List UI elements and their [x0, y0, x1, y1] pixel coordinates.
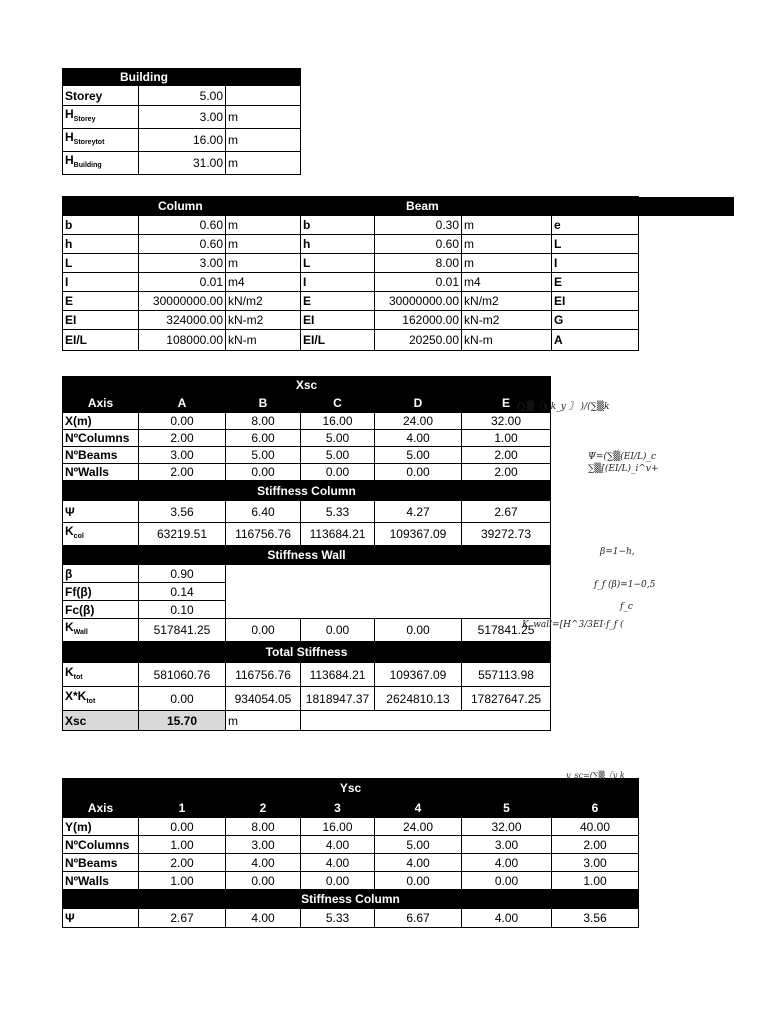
total-stiffness-title: Total Stiffness: [63, 642, 551, 663]
columns-label: NºColumns: [63, 430, 139, 447]
table-cell: 0.00: [301, 619, 375, 642]
psi-formula-line1: Ψ=(∑▒(EI/L)_c: [588, 452, 656, 462]
wall-param-label: e: [552, 216, 639, 235]
fc-value: 0.10: [139, 601, 226, 619]
table-cell: 2.00: [462, 464, 551, 481]
beam-title: Beam: [301, 197, 639, 216]
table-cell: 0.00: [301, 464, 375, 481]
axis-4: 4: [375, 798, 462, 818]
table-cell: 24.00: [375, 413, 462, 430]
h-storey-unit: m: [226, 106, 301, 129]
ysc-formula: y_sc=(∑▒〖y k: [566, 771, 625, 780]
xk-label: $X*K_{tot}$: [63, 687, 139, 711]
ff-value: 0.14: [139, 583, 226, 601]
beta-value: 0.90: [139, 565, 226, 583]
table-cell: 0.00: [226, 464, 301, 481]
table-cell: 2.00: [462, 447, 551, 464]
table-cell: 5.33: [301, 501, 375, 523]
axis-b: B: [226, 394, 301, 413]
table-cell: 5.00: [301, 430, 375, 447]
table-row: [63, 836, 639, 854]
wall-param-label: L: [552, 235, 639, 254]
column-param-label: E: [63, 292, 139, 311]
column-param-unit: kN-m2: [226, 311, 301, 330]
table-cell: 32.00: [462, 818, 552, 836]
storey-unit: [226, 86, 301, 106]
xsc-result-value: 15.70: [139, 711, 226, 731]
table-cell: 3.56: [139, 501, 226, 523]
result-row: [63, 711, 551, 731]
wall-param-label: EI: [552, 292, 639, 311]
table-cell: 3.00: [226, 836, 301, 854]
column-param-unit: m: [226, 235, 301, 254]
h-building-unit: m: [226, 152, 301, 175]
table-row: [63, 619, 551, 642]
table-cell: 5.00: [226, 447, 301, 464]
table-row: [63, 872, 639, 890]
table-cell: 116756.76: [226, 523, 301, 546]
column-param-value: 324000.00: [139, 311, 226, 330]
column-param-unit: m4: [226, 273, 301, 292]
table-cell: 113684.21: [301, 663, 375, 687]
wall-param-label: E: [552, 273, 639, 292]
column-param-value: 0.60: [139, 216, 226, 235]
kwall-label: $K_{Wall}$: [63, 619, 139, 642]
table-cell: 109367.09: [375, 663, 462, 687]
table-cell: 8.00: [226, 818, 301, 836]
table-cell: 1.00: [139, 836, 226, 854]
table-cell: 581060.76: [139, 663, 226, 687]
table-cell: 517841.25: [139, 619, 226, 642]
stiffness-column-title: Stiffness Column: [63, 890, 639, 909]
axis-header: Axis: [63, 798, 139, 818]
table-row: [63, 330, 639, 351]
ff-formula: f_f (β)=1−0,5: [594, 580, 656, 590]
table-row: [63, 311, 639, 330]
table-row: [63, 413, 551, 430]
xsc-title: Xsc: [63, 377, 551, 394]
ysc-title: Ysc: [63, 779, 639, 798]
beam-param-value: 0.01: [375, 273, 462, 292]
table-cell: 557113.98: [462, 663, 551, 687]
h-storey-value: 3.00: [139, 106, 226, 129]
table-cell: 2.00: [139, 854, 226, 872]
table-cell: 517841.25: [462, 619, 551, 642]
axis-1: 1: [139, 798, 226, 818]
column-param-value: 0.01: [139, 273, 226, 292]
table-row: [63, 818, 639, 836]
table-cell: 3.00: [139, 447, 226, 464]
beam-param-label: EI: [301, 311, 375, 330]
table-cell: 113684.21: [301, 523, 375, 546]
beam-param-label: h: [301, 235, 375, 254]
column-param-label: I: [63, 273, 139, 292]
table-cell: 4.00: [226, 854, 301, 872]
table-cell: 1.00: [462, 430, 551, 447]
wall-param-label: A: [552, 330, 639, 351]
table-cell: 2.00: [139, 430, 226, 447]
storey-label: Storey: [63, 86, 139, 106]
table-row: [63, 523, 551, 546]
stiffness-wall-title: Stiffness Wall: [63, 546, 551, 565]
beam-param-unit: m4: [462, 273, 552, 292]
ysc-table: [62, 778, 639, 928]
table-cell: 0.00: [139, 818, 226, 836]
table-cell: 32.00: [462, 413, 551, 430]
beams-label: NºBeams: [63, 854, 139, 872]
beam-param-label: E: [301, 292, 375, 311]
table-cell: 4.00: [301, 836, 375, 854]
table-row: [63, 216, 639, 235]
table-row: [63, 292, 639, 311]
table-cell: 3.56: [552, 909, 639, 928]
fc-formula: f_c: [620, 602, 633, 612]
ktot-label: $K_{tot}$: [63, 663, 139, 687]
table-cell: 17827647.25: [462, 687, 551, 711]
column-param-label: b: [63, 216, 139, 235]
table-cell: 1818947.37: [301, 687, 375, 711]
empty-merged-cell: [226, 565, 551, 619]
table-row: [63, 273, 639, 292]
beam-param-unit: m: [462, 216, 552, 235]
psi-label: Ψ: [63, 909, 139, 928]
table-cell: 0.00: [375, 872, 462, 890]
h-building-label: $H_{Building}$: [63, 152, 139, 175]
h-building-value: 31.00: [139, 152, 226, 175]
beta-formula: β=1−h,: [600, 547, 635, 557]
xsc-result-unit: m: [226, 711, 301, 731]
table-cell: 0.00: [139, 413, 226, 430]
table-cell: 0.00: [375, 464, 462, 481]
table-cell: 5.00: [301, 447, 375, 464]
table-row: [63, 663, 551, 687]
table-cell: 2.67: [462, 501, 551, 523]
building-title: Building: [63, 69, 226, 86]
table-cell: 4.00: [375, 854, 462, 872]
column-param-label: EI: [63, 311, 139, 330]
table-row: [63, 854, 639, 872]
column-param-value: 30000000.00: [139, 292, 226, 311]
table-cell: 934054.05: [226, 687, 301, 711]
psi-formula-line2: ∑▒[(EI/L)_i^v+: [588, 464, 659, 474]
axis-2: 2: [226, 798, 301, 818]
table-cell: 2624810.13: [375, 687, 462, 711]
psi-label: Ψ: [63, 501, 139, 523]
table-cell: 2.67: [139, 909, 226, 928]
columns-label: NºColumns: [63, 836, 139, 854]
beam-param-label: I: [301, 273, 375, 292]
table-row: [63, 687, 551, 711]
column-param-label: L: [63, 254, 139, 273]
beam-param-label: L: [301, 254, 375, 273]
table-cell: 0.00: [375, 619, 462, 642]
axis-5: 5: [462, 798, 552, 818]
table-cell: 40.00: [552, 818, 639, 836]
axis-header: Axis: [63, 394, 139, 413]
stiffness-column-title: Stiffness Column: [63, 481, 551, 501]
table-cell: 16.00: [301, 413, 375, 430]
table-cell: 3.00: [462, 836, 552, 854]
column-param-value: 108000.00: [139, 330, 226, 351]
h-storeytot-label: $H_{Storeytot}$: [63, 129, 139, 152]
table-cell: 109367.09: [375, 523, 462, 546]
beam-param-unit: m: [462, 254, 552, 273]
x-label: X(m): [63, 413, 139, 430]
beam-param-unit: kN-m2: [462, 311, 552, 330]
table-cell: 5.00: [375, 447, 462, 464]
xsc-formula: (∑▒〖x k_y 〗 )/(∑▒k: [517, 402, 610, 412]
table-cell: 4.00: [226, 909, 301, 928]
table-cell: 16.00: [301, 818, 375, 836]
beams-label: NºBeams: [63, 447, 139, 464]
beam-param-unit: kN-m: [462, 330, 552, 351]
building-table: [62, 68, 301, 175]
beam-param-label: b: [301, 216, 375, 235]
h-storey-label: $H_{Storey}$: [63, 106, 139, 129]
h-storeytot-value: 16.00: [139, 129, 226, 152]
table-row: [63, 254, 639, 273]
kwall-formula: K_wall=[H^3/3EI·f_f (: [522, 620, 624, 630]
fc-label: Fc(β): [63, 601, 139, 619]
table-cell: 1.00: [552, 872, 639, 890]
beam-param-value: 162000.00: [375, 311, 462, 330]
table-cell: 4.00: [375, 430, 462, 447]
table-cell: 24.00: [375, 818, 462, 836]
table-cell: 8.00: [226, 413, 301, 430]
axis-a: A: [139, 394, 226, 413]
table-row: [63, 909, 639, 928]
beam-param-value: 8.00: [375, 254, 462, 273]
xsc-table: [62, 376, 551, 731]
table-cell: 116756.76: [226, 663, 301, 687]
axis-d: D: [375, 394, 462, 413]
table-cell: 0.00: [462, 872, 552, 890]
column-param-value: 3.00: [139, 254, 226, 273]
table-row: [63, 565, 551, 583]
empty-merged-cell: [301, 711, 551, 731]
column-param-unit: kN/m2: [226, 292, 301, 311]
y-label: Y(m): [63, 818, 139, 836]
table-row: [63, 447, 551, 464]
table-cell: 6.67: [375, 909, 462, 928]
table-cell: 4.00: [462, 854, 552, 872]
h-storeytot-unit: m: [226, 129, 301, 152]
table-row: [63, 501, 551, 523]
beam-param-value: 20250.00: [375, 330, 462, 351]
beam-param-unit: kN/m2: [462, 292, 552, 311]
axis-6: 6: [552, 798, 639, 818]
table-cell: 3.00: [552, 854, 639, 872]
axis-e: E: [462, 394, 551, 413]
column-param-unit: m: [226, 254, 301, 273]
beam-param-value: 0.30: [375, 216, 462, 235]
table-cell: 63219.51: [139, 523, 226, 546]
table-cell: 4.27: [375, 501, 462, 523]
kcol-label: $K_{col}$: [63, 523, 139, 546]
storey-value: 5.00: [139, 86, 226, 106]
xsc-result-label: Xsc: [63, 711, 139, 731]
table-cell: 0.00: [301, 872, 375, 890]
beta-label: β: [63, 565, 139, 583]
column-beam-table: [62, 196, 639, 351]
beam-param-value: 30000000.00: [375, 292, 462, 311]
table-cell: 4.00: [462, 909, 552, 928]
wall-param-label: G: [552, 311, 639, 330]
column-param-unit: kN-m: [226, 330, 301, 351]
column-param-unit: m: [226, 216, 301, 235]
table-cell: 0.00: [139, 687, 226, 711]
wall-param-label: I: [552, 254, 639, 273]
table-cell: 6.40: [226, 501, 301, 523]
column-param-label: h: [63, 235, 139, 254]
header-bar-extension: [637, 197, 734, 216]
walls-label: NºWalls: [63, 872, 139, 890]
beam-param-unit: m: [462, 235, 552, 254]
column-param-value: 0.60: [139, 235, 226, 254]
table-cell: 2.00: [552, 836, 639, 854]
beam-param-value: 0.60: [375, 235, 462, 254]
table-row: [63, 235, 639, 254]
axis-3: 3: [301, 798, 375, 818]
axis-c: C: [301, 394, 375, 413]
table-row: [63, 430, 551, 447]
table-cell: 39272.73: [462, 523, 551, 546]
table-cell: 0.00: [226, 872, 301, 890]
table-row: [63, 464, 551, 481]
column-title: Column: [63, 197, 301, 216]
table-cell: 4.00: [301, 854, 375, 872]
table-cell: 5.00: [375, 836, 462, 854]
ff-label: Ff(β): [63, 583, 139, 601]
walls-label: NºWalls: [63, 464, 139, 481]
table-cell: 1.00: [139, 872, 226, 890]
table-cell: 5.33: [301, 909, 375, 928]
column-param-label: EI/L: [63, 330, 139, 351]
table-cell: 6.00: [226, 430, 301, 447]
beam-param-label: EI/L: [301, 330, 375, 351]
table-cell: 2.00: [139, 464, 226, 481]
table-cell: 0.00: [226, 619, 301, 642]
